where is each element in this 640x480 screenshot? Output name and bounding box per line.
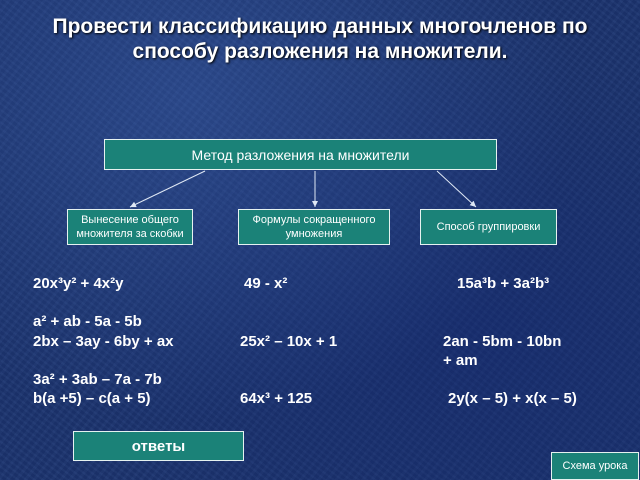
polynomial-1: 20x³y² + 4x²y <box>33 275 124 292</box>
polynomial-8: 3a² + 3ab – 7a - 7b <box>33 371 162 388</box>
polynomial-10: 64x³ + 125 <box>240 390 313 407</box>
polynomial-5: 2bx – 3ay - 6by + ax <box>33 333 174 350</box>
polynomial-3: 15a³b + 3a²b³ <box>457 275 550 292</box>
method-grouping: Способ группировки <box>420 209 557 245</box>
polynomial-7: 2an - 5bm - 10bn + am <box>443 333 562 369</box>
polynomial-6: 25x² – 10x + 1 <box>240 333 338 350</box>
arrow-left <box>130 171 205 207</box>
polynomial-2: 49 - x² <box>244 275 288 292</box>
method-box: Метод разложения на множители <box>104 139 497 170</box>
method-short-multiplication: Формулы сокращенного умножения <box>238 209 390 245</box>
lesson-scheme-button[interactable]: Схема урока <box>551 452 639 480</box>
arrow-right <box>437 171 476 207</box>
slide-title: Провести классификацию данных многочленов по способу разложения на множители. <box>52 15 588 63</box>
answers-button[interactable]: ответы <box>73 431 244 461</box>
polynomial-11: 2y(x – 5) + x(x – 5) <box>448 390 577 407</box>
method-common-factor: Вынесение общего множителя за скобки <box>67 209 193 245</box>
polynomial-4: a² + ab - 5a - 5b <box>33 313 142 330</box>
polynomial-9: b(a +5) – c(a + 5) <box>33 390 151 407</box>
